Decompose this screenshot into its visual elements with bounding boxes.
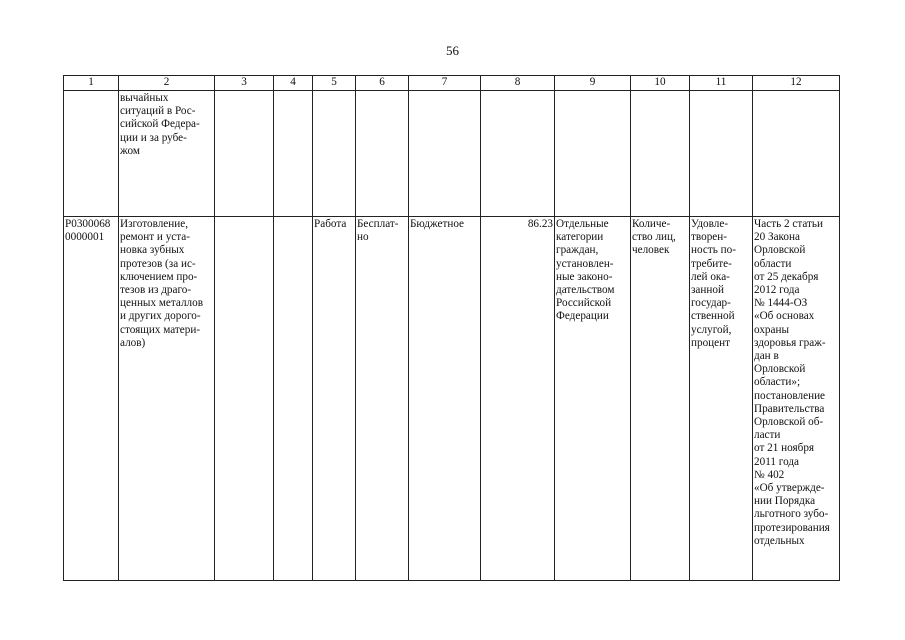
page-number: 56 bbox=[446, 43, 459, 58]
table-cell bbox=[753, 91, 840, 217]
volume-indicator-cell: Количе- ство лиц, человек bbox=[631, 217, 690, 581]
column-header: 11 bbox=[690, 76, 753, 91]
table-cell bbox=[555, 91, 631, 217]
service-type-cell: Работа bbox=[313, 217, 356, 581]
column-header: 3 bbox=[215, 76, 274, 91]
column-header: 6 bbox=[356, 76, 409, 91]
value-cell: 86.23 bbox=[481, 217, 555, 581]
table-cell bbox=[481, 91, 555, 217]
column-header: 7 bbox=[409, 76, 481, 91]
service-code-cell: Р0300068 0000001 bbox=[64, 217, 119, 581]
column-header: 4 bbox=[274, 76, 313, 91]
header-row bbox=[64, 76, 840, 91]
table-cell bbox=[356, 91, 409, 217]
table-cell bbox=[274, 217, 313, 581]
column-header: 10 bbox=[631, 76, 690, 91]
table-row bbox=[64, 217, 840, 581]
table-cell bbox=[631, 91, 690, 217]
consumer-category-cell: Отдельные категории граждан, установлен- ные законо- дательством Российской Федерации bbox=[555, 217, 631, 581]
service-name-cell: Изготовление, ремонт и уста- новка зубных протезов (за ис- ключением про- тезов из драго- ценных металлов и других дорого- стоящих матери- алов) bbox=[119, 217, 215, 581]
services-table bbox=[63, 75, 840, 581]
institution-type-cell: Бюджетное bbox=[409, 217, 481, 581]
column-header: 1 bbox=[64, 76, 119, 91]
quality-indicator-cell: Удовле- творен- ность по- требите- лей ока- занной государ- ственной услугой, процент bbox=[690, 217, 753, 581]
column-header: 8 bbox=[481, 76, 555, 91]
table-row bbox=[64, 91, 840, 217]
table-cell bbox=[215, 217, 274, 581]
legal-basis-cell: Часть 2 статьи 20 Закона Орловской области от 25 декабря 2012 года № 1444-ОЗ «Об основах охраны здоровья граж- дан в Орловской области»; постановление Правительства Орловской об- ласти от 21 ноября 2011 года № 402 «Об утвержде- нии Порядка льготного зубо- протезирования отдельных bbox=[753, 217, 840, 581]
table-cell bbox=[215, 91, 274, 217]
table-cell bbox=[274, 91, 313, 217]
table-cell bbox=[313, 91, 356, 217]
table-cell bbox=[64, 91, 119, 217]
table-cell: вычайных ситуаций в Рос- сийской Федера- ции и за рубе- жом bbox=[119, 91, 215, 217]
table-cell bbox=[690, 91, 753, 217]
column-header: 9 bbox=[555, 76, 631, 91]
column-header: 5 bbox=[313, 76, 356, 91]
column-header: 12 bbox=[753, 76, 840, 91]
table-cell bbox=[409, 91, 481, 217]
column-header: 2 bbox=[119, 76, 215, 91]
payment-cell: Бесплат- но bbox=[356, 217, 409, 581]
